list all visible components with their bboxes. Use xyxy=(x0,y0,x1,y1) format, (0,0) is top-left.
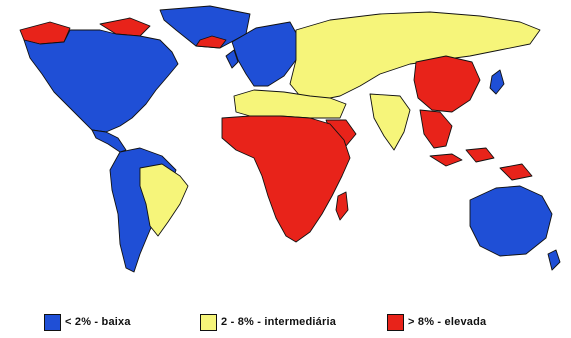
legend-label-low: < 2% - baixa xyxy=(65,316,131,328)
region-china xyxy=(414,56,480,112)
region-north-america xyxy=(24,30,178,132)
legend-label-high: > 8% - elevada xyxy=(408,316,487,328)
region-central-america xyxy=(92,130,126,152)
region-indonesia-1 xyxy=(430,154,462,166)
legend-item-low xyxy=(44,312,131,332)
legend-swatch-high xyxy=(387,314,404,331)
region-australia xyxy=(470,186,552,256)
legend-swatch-low xyxy=(44,314,61,331)
region-new-zealand xyxy=(548,250,560,270)
region-southeast-asia xyxy=(420,110,452,148)
region-indonesia-2 xyxy=(466,148,494,162)
legend-swatch-intermediate xyxy=(200,314,217,331)
region-madagascar xyxy=(336,192,348,220)
legend-label-intermediate: 2 - 8% - intermediária xyxy=(221,316,337,328)
region-new-guinea xyxy=(500,164,532,180)
legend-item-high xyxy=(387,312,486,332)
legend-item-intermediate xyxy=(200,312,336,332)
region-india xyxy=(370,94,410,150)
region-russia-asia xyxy=(290,12,540,100)
region-sub-saharan-africa xyxy=(222,116,350,242)
region-japan xyxy=(490,70,504,94)
